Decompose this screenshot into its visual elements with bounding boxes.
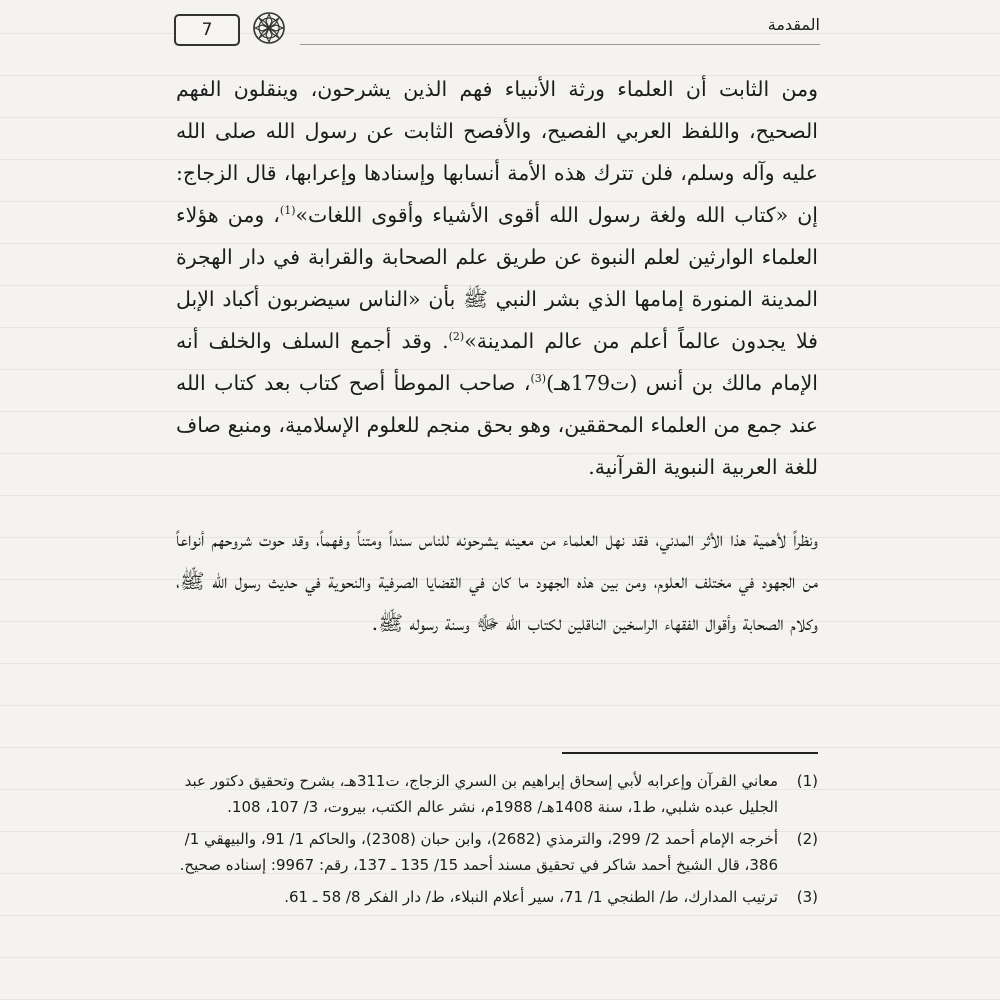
section-title: المقدمة [767, 15, 820, 34]
footnote-3 [176, 884, 818, 910]
paragraph-1 [176, 68, 818, 488]
footnote-ref-2[interactable]: (2) [448, 330, 465, 344]
footnote-divider [562, 752, 818, 754]
footnote-ref-1[interactable]: (1) [279, 204, 296, 218]
page-number: 7 [174, 14, 240, 46]
ornament-icon [252, 11, 286, 45]
footnote-1 [176, 768, 818, 820]
paragraph-1-part-d: ، صاحب الموطأ أصح كتاب بعد كتاب الله عند جمع من العلماء المحققين، وهو بحق منجم للعلوم الإسلامية، ومنبع صاف للغة العربية النبوية القرآنية. [176, 371, 818, 479]
footnotes [176, 768, 818, 916]
footnote-ref-3[interactable]: (3) [530, 372, 547, 386]
paragraph-1-part-a: ومن الثابت أن العلماء ورثة الأنبياء فهم الذين يشرحون، وينقلون الفهم الصحيح، واللفظ العربي الفصيح، والأفصح الثابت عن رسول الله صلى الله عليه وآله وسلم، فلن تترك هذه الأمة أنسابها وإسنادها وإعرابها، قال الزجاج: إن «كتاب الله ولغة رسول الله أقوى الأشياء وأقوى اللغات» [176, 77, 818, 227]
footnote-text: ترتيب المدارك، ط/ الطنجي 1/ 71، سير أعلام النبلاء، ط/ دار الفكر 8/ 58 ـ 61. [284, 888, 778, 906]
page-header [0, 10, 1000, 44]
footnote-number: (2) [796, 830, 818, 848]
paragraph-2: ونظراً لأهمية هذا الأثر المدني، فقد نهل العلماء من معينه يشرحونه للناس سنداً ومتناً وفهماً، وقد حوت شروحهم أنواعاً من الجهود في مختلف العلوم، ومن بين هذه الجهود ما كان في القضايا الصرفية والنحوية في حديث رسول الله ﷺ، وكلام الصحابة وأقوال الفقهاء الراسخين الناقلين لكتاب الله ﷻ وسنة رسوله ﷺ. [176, 527, 818, 635]
paragraph-1-part-c: . وقد أجمع السلف والخلف أنه الإمام مالك بن أنس (ت179هـ) [176, 329, 818, 395]
paragraph-1-part-b: ، ومن هؤلاء العلماء الوارثين لعلم النبوة عن طريق علم الصحابة والقرابة في دار الهجرة المدينة المنورة إمامها الذي بشر النبي ﷺ بأن «الناس سيضربون أكباد الإبل فلا يجدون عالماً أعلم من عالم المدينة» [176, 203, 818, 353]
footnote-text: معاني القرآن وإعرابه لأبي إسحاق إبراهيم بن السري الزجاج، ت311هـ، بشرح وتحقيق دكتور عبد الجليل عبده شلبي، ط1، سنة 1408هـ/ 1988م، نشر عالم الكتب، بيروت، 3/ 107، 108. [184, 772, 778, 816]
footnote-number: (3) [796, 888, 818, 906]
footnote-2 [176, 826, 818, 878]
footnote-text: أخرجه الإمام أحمد 2/ 299، والترمذي (2682)، وابن حبان (2308)، والحاكم 1/ 91، والبيهقي 1/ 386، قال الشيخ أحمد شاكر في تحقيق مسند أحمد 15/ 135 ـ 137، رقم: 9967: إسناده صحيح. [179, 830, 778, 874]
header-divider [300, 44, 820, 45]
main-text [176, 68, 818, 644]
footnote-number: (1) [796, 772, 818, 790]
